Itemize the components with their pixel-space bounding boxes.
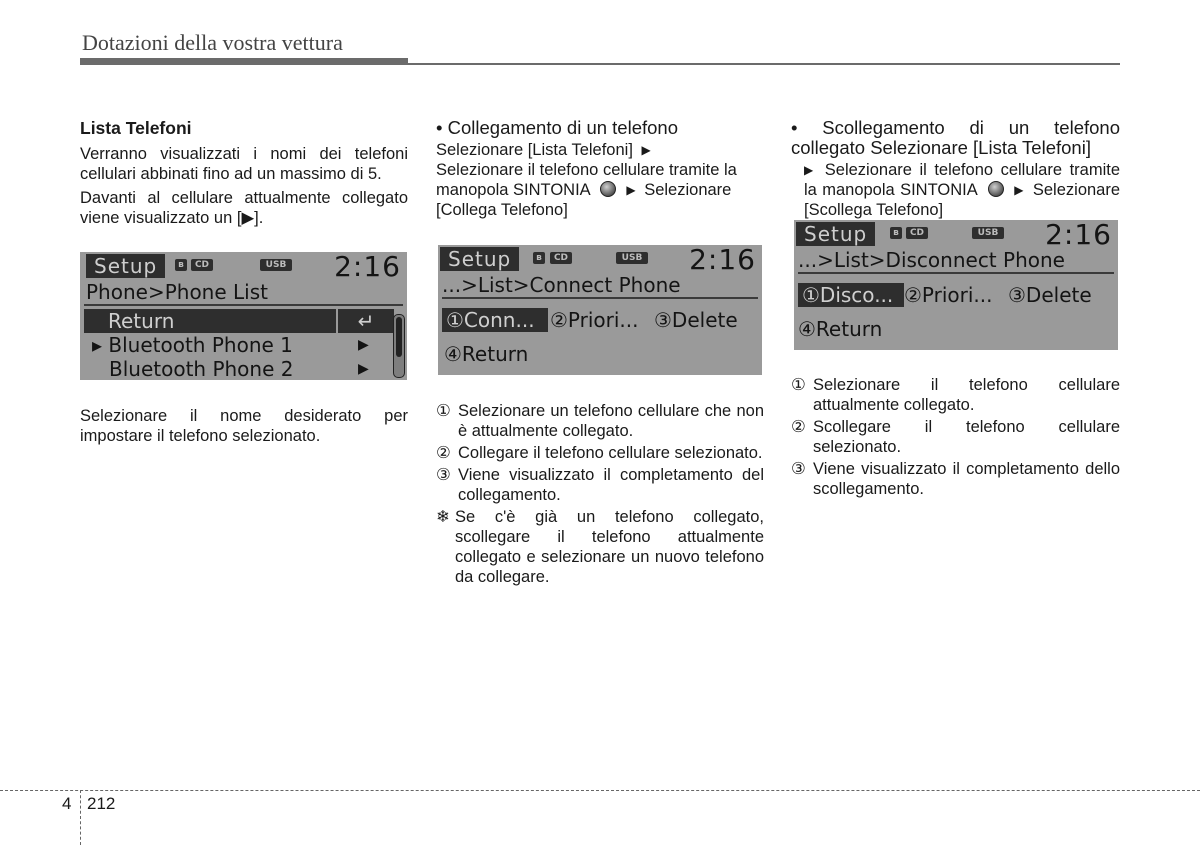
- instruction-text: Selezionare il telefono cellulare tramite la manopola SINTONIA: [436, 161, 737, 199]
- cd-icon: CD: [191, 259, 213, 271]
- steps-list: [436, 401, 764, 587]
- note-text: Se c'è già un telefono collegato, scollegare il telefono attualmente collegato e selezionare un nuovo telefono da collegare.: [455, 508, 764, 586]
- arrow-right-icon: ▶: [641, 143, 651, 157]
- instruction: [436, 140, 764, 160]
- list-item-phone-2: Bluetooth Phone 2: [109, 357, 294, 380]
- clock: 2:16: [689, 245, 756, 276]
- lcd-screen-phone-list: [80, 252, 407, 380]
- step-number: ①: [791, 376, 806, 394]
- return-icon: ↵: [338, 309, 394, 333]
- setup-tag: Setup: [796, 222, 875, 246]
- screen-path: ...>List>Connect Phone: [442, 273, 681, 297]
- note-icon: ❄: [436, 508, 450, 526]
- arrow-symbol: [▶]: [236, 209, 259, 227]
- option-delete: ③Delete: [654, 308, 738, 332]
- option-connect: ①Conn...: [442, 308, 548, 332]
- list-item-label: Return: [108, 309, 175, 333]
- paragraph: Verranno visualizzati i nomi dei telefoni cellulari abbinati fino ad un massimo di 5.: [80, 145, 408, 183]
- step-number: ②: [791, 418, 806, 436]
- instruction: [436, 160, 764, 220]
- list-item: [791, 375, 1120, 415]
- column-scollegamento: [791, 118, 1120, 220]
- list-item-phone-1: ▸ Bluetooth Phone 1: [92, 333, 293, 357]
- tuning-knob-icon: [988, 181, 1004, 197]
- column-collegamento-steps: [436, 401, 764, 589]
- step-text: Selezionare il telefono cellulare attualmente collegato.: [813, 376, 1120, 414]
- page-header-title: Dotazioni della vostra vettura: [82, 30, 343, 55]
- usb-icon: USB: [972, 227, 1004, 239]
- step-text: Viene visualizzato il completamento dello scollegamento.: [813, 460, 1120, 498]
- usb-icon: USB: [616, 252, 648, 264]
- step-text: Collegare il telefono cellulare selezionato.: [458, 444, 763, 462]
- step-text: Selezionare un telefono cellulare che non è attualmente collegato.: [458, 402, 764, 440]
- chapter-number: 4: [62, 794, 72, 813]
- bluetooth-icon: ʙ: [533, 252, 545, 264]
- cd-icon: CD: [906, 227, 928, 239]
- step-number: ②: [436, 444, 451, 462]
- steps-list: [791, 375, 1120, 499]
- screen-path: Phone>Phone List: [86, 280, 268, 304]
- list-item: [791, 417, 1120, 457]
- screen-divider: [442, 297, 758, 299]
- header-rule-thick: [80, 58, 408, 65]
- lcd-screen-disconnect-phone: [794, 220, 1118, 350]
- screen-divider: [84, 304, 403, 306]
- step-number: ①: [436, 402, 451, 420]
- list-item: [436, 465, 764, 505]
- list-item: [436, 401, 764, 441]
- clock: 2:16: [334, 252, 401, 283]
- instruction-text: Selezionare il telefono cellulare tramite la manopola SINTONIA: [804, 161, 1120, 199]
- clock: 2:16: [1045, 220, 1112, 251]
- scrollbar: [393, 314, 405, 378]
- option-delete: ③Delete: [1008, 283, 1092, 307]
- bluetooth-icon: ʙ: [175, 259, 187, 271]
- step-text: Scollegare il telefono cellulare selezionato.: [813, 418, 1120, 456]
- arrow-right-icon: ▶: [804, 163, 814, 177]
- section-title: • Collegamento di un telefono: [436, 117, 678, 138]
- option-priority: ②Priori...: [904, 283, 993, 307]
- list-item: [436, 443, 764, 463]
- section-title: • Scollegamento di un telefono collegato Selezionare [Lista Telefoni]: [791, 117, 1120, 158]
- page-number: 212: [87, 794, 116, 813]
- option-return: ④Return: [444, 342, 529, 366]
- step-number: ③: [436, 466, 451, 484]
- paragraph-text: Davanti al cellulare attualmente collegato viene visualizzato un: [80, 189, 408, 227]
- paragraph: Selezionare il nome desiderato per impostare il telefono selezionato.: [80, 407, 408, 445]
- list-item-return: [84, 309, 336, 333]
- instruction-text: Selezionare [Collega Telefono]: [436, 181, 732, 219]
- screen-path: ...>List>Disconnect Phone: [798, 248, 1065, 272]
- instruction: [791, 160, 1120, 220]
- arrow-right-icon: ▶: [358, 361, 369, 377]
- header-rule-thin: [408, 63, 1120, 65]
- paragraph-text: .: [258, 209, 264, 227]
- step-text: Viene visualizzato il completamento del collegamento.: [458, 466, 764, 504]
- list-item: [791, 459, 1120, 499]
- arrow-right-icon: ▶: [358, 337, 369, 353]
- column-collegamento: [436, 118, 764, 220]
- instruction-text: Selezionare [Scollega Telefono]: [804, 181, 1121, 219]
- bluetooth-icon: ʙ: [890, 227, 902, 239]
- setup-tag: Setup: [440, 247, 519, 271]
- instruction-text: Selezionare [Lista Telefoni]: [436, 141, 633, 159]
- footer-rule: [0, 790, 1200, 791]
- column-lista-telefoni: [80, 118, 408, 232]
- arrow-right-icon: ▶: [626, 183, 636, 197]
- usb-icon: USB: [260, 259, 292, 271]
- scrollbar-thumb: [396, 317, 402, 357]
- list-item: [436, 507, 764, 587]
- tuning-knob-icon: [600, 181, 616, 197]
- column-scollegamento-steps: [791, 375, 1120, 501]
- column-lista-telefoni-footer-text: [80, 406, 408, 450]
- option-disconnect: ①Disco...: [798, 283, 904, 307]
- screen-divider: [798, 272, 1114, 274]
- setup-tag: Setup: [86, 254, 165, 278]
- lcd-screen-connect-phone: [438, 245, 762, 375]
- arrow-right-icon: ▶: [1014, 183, 1024, 197]
- section-heading: Lista Telefoni: [80, 118, 192, 138]
- footer-divider: [80, 790, 81, 845]
- option-priority: ②Priori...: [550, 308, 639, 332]
- step-number: ③: [791, 460, 806, 478]
- paragraph: [80, 188, 408, 228]
- option-return: ④Return: [798, 317, 883, 341]
- cd-icon: CD: [550, 252, 572, 264]
